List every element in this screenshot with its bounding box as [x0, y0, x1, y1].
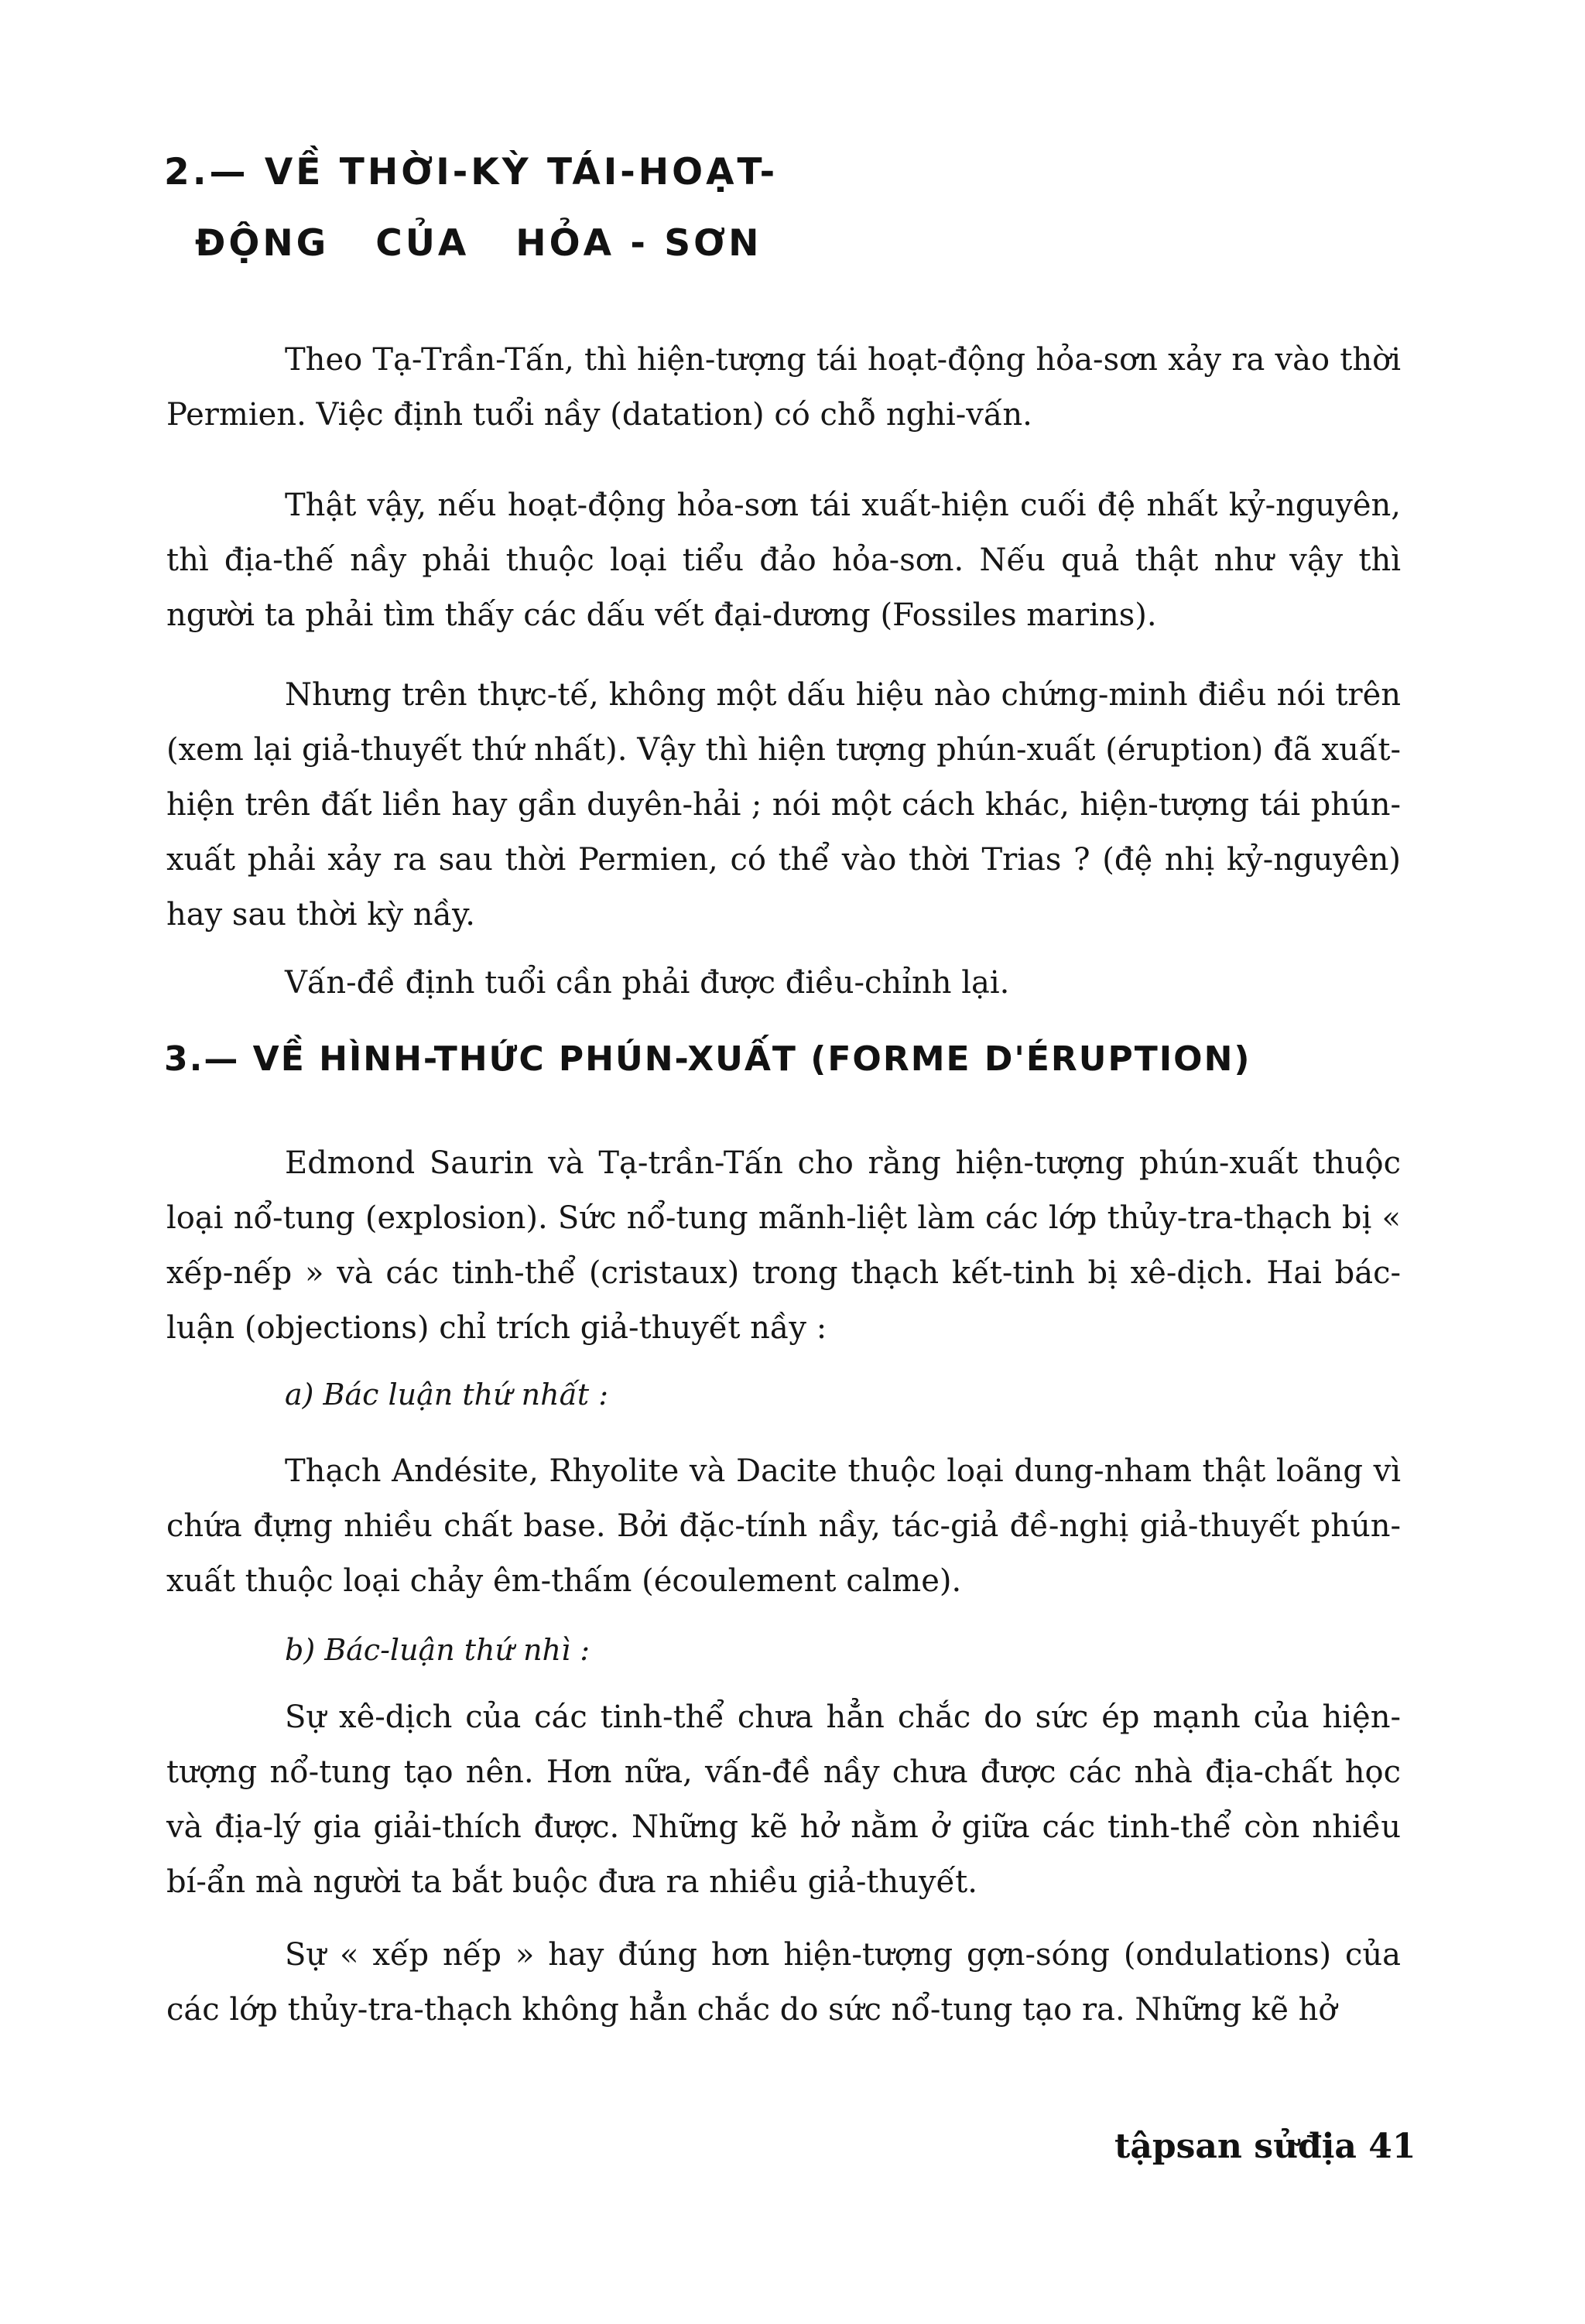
paragraph: Theo Tạ-Trần-Tấn, thì hiện-tượng tái hoạt-động hỏa-sơn xảy ra vào thời Permien. Việc định tuổi nầy (datation) có chỗ nghi-vấn.	[166, 342, 1401, 433]
paragraph: Sự « xếp nếp » hay đúng hơn hiện-tượng gợn-sóng (ondulations) của các lớp thủy-tra-thạch không hẳn chắc do sức nổ-tung tạo ra. Những kẽ hở	[166, 1937, 1401, 2028]
paragraph: Vấn-đề định tuổi cần phải được điều-chỉnh lại.	[285, 965, 1010, 1001]
paragraph: Thạch Andésite, Rhyolite và Dacite thuộc loại dung-nham thật loãng vì chứa đựng nhiều chất base. Bởi đặc-tính nầy, tác-giả đề-nghị giả-thuyết phún-xuất thuộc loại chảy êm-thấm (écoulement calme).	[166, 1453, 1401, 1599]
paragraph: Nhưng trên thực-tế, không một dấu hiệu nào chứng-minh điều nói trên (xem lại giả-thuyết thứ nhất). Vậy thì hiện tượng phún-xuất (éruption) đã xuất-hiện trên đất liền hay gần duyên-hải ; nói một cách khác, hiện-tượng tái phún-xuất phải xảy ra sau thời Permien, có thể vào thời Trias ? (đệ nhị kỷ-nguyên) hay sau thời kỳ nầy.	[166, 677, 1401, 933]
subheading-b: b) Bác-luận thứ nhì :	[285, 1633, 591, 1667]
title-word: CỦA	[375, 222, 470, 265]
section-3-title: 3.— VỀ HÌNH-THỨC PHÚN-XUẤT (FORME D'ÉRUPTION)	[164, 1039, 1251, 1079]
section-2-title-line-2	[195, 222, 762, 265]
subheading-a: a) Bác luận thứ nhất :	[285, 1378, 609, 1412]
section-2-title-line-1: 2.— VỀ THỜI-KỲ TÁI-HOẠT-	[164, 151, 779, 193]
paragraph: Thật vậy, nếu hoạt-động hỏa-sơn tái xuất-hiện cuối đệ nhất kỷ-nguyên, thì địa-thế nầy phải thuộc loại tiểu đảo hỏa-sơn. Nếu quả thật như vậy thì người ta phải tìm thấy các dấu vết đại-dương (Fossiles marins).	[166, 488, 1401, 633]
page-footer: tậpsan sửđịa 41	[1114, 2127, 1416, 2166]
paragraph: Sự xê-dịch của các tinh-thể chưa hẳn chắc do sức ép mạnh của hiện-tượng nổ-tung tạo nên. Hơn nữa, vấn-đề nầy chưa được các nhà địa-chất học và địa-lý gia giải-thích được. Những kẽ hở nằm ở giữa các tinh-thể còn nhiều bí-ẩn mà người ta bắt buộc đưa ra nhiều giả-thuyết.	[166, 1699, 1401, 1900]
title-word: ĐỘNG	[195, 222, 330, 265]
paragraph: Edmond Saurin và Tạ-trần-Tấn cho rằng hiện-tượng phún-xuất thuộc loại nổ-tung (explosion). Sức nổ-tung mãnh-liệt làm các lớp thủy-tra-thạch bị « xếp-nếp » và các tinh-thể (cristaux) trong thạch kết-tinh bị xê-dịch. Hai bác-luận (objections) chỉ trích giả-thuyết nầy :	[166, 1145, 1401, 1346]
title-word: HỎA - SƠN	[515, 222, 762, 265]
